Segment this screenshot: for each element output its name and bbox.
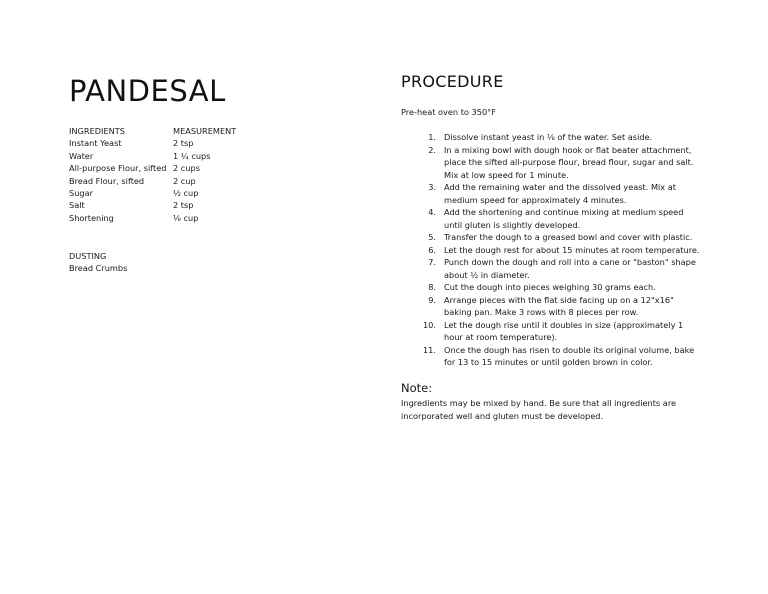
procedure-step: [401, 244, 701, 257]
ingredients-header-name: INGREDIENTS: [69, 126, 125, 136]
step-text: In a mixing bowl with dough hook or flat beater attachment, place the sifted all-purpose flour, bread flour, sugar and salt. Mix at low speed for 1 minute.: [444, 144, 694, 180]
ingredient-row: [69, 137, 259, 149]
note-text: Ingredients may be mixed by hand. Be sure that all ingredients are incorporated well and gluten must be developed.: [401, 398, 677, 421]
step-number: 10.: [422, 319, 436, 330]
ingredient-row: [69, 212, 259, 224]
step-text: Transfer the dough to a greased bowl and cover with plastic.: [444, 232, 693, 242]
ingredient-name: Water: [69, 150, 94, 161]
ingredient-row: [69, 187, 259, 199]
ingredient-row: [69, 162, 259, 174]
step-number: 4.: [428, 207, 436, 217]
step-number: 7.: [428, 257, 436, 267]
procedure-steps: [401, 131, 701, 369]
ingredient-name: Bread Flour, sifted: [69, 175, 145, 186]
step-number: 6.: [428, 244, 436, 255]
dusting-item: Bread Crumbs: [69, 263, 128, 274]
step-text: Cut the dough into pieces weighing 30 grams each.: [444, 282, 656, 292]
ingredient-qty: ½ cup: [173, 188, 199, 199]
step-number: 9.: [428, 294, 436, 305]
ingredients-header-qty: MEASUREMENT: [173, 126, 237, 136]
procedure-step: [401, 144, 701, 182]
procedure-step: [401, 319, 701, 344]
ingredient-name: Salt: [69, 200, 85, 211]
ingredient-qty: 2 cups: [173, 163, 200, 174]
ingredient-qty: 2 tsp: [173, 138, 194, 149]
page-title: PANDESAL: [69, 74, 226, 108]
ingredient-qty: 2 cup: [173, 175, 196, 186]
procedure-step: [401, 294, 701, 319]
procedure-step: [401, 181, 701, 206]
step-number: 2.: [428, 144, 436, 155]
preheat-text: Pre-heat oven to 350°F: [401, 107, 496, 117]
ingredient-row: [69, 150, 259, 162]
step-number: 8.: [428, 282, 436, 292]
step-text: Let the dough rest for about 15 minutes at room temperature.: [444, 244, 700, 255]
ingredient-qty: 1 ¼ cups: [173, 150, 211, 161]
step-number: 11.: [422, 344, 436, 355]
ingredient-qty: 2 tsp: [173, 200, 194, 211]
procedure-step: [401, 231, 701, 244]
ingredient-qty: ⅛ cup: [173, 212, 199, 223]
ingredients-table: [69, 125, 259, 224]
step-text: Add the shortening and continue mixing at medium speed until gluten is slightly developed.: [444, 207, 684, 230]
step-text: Dissolve instant yeast in ⅛ of the water. Set aside.: [444, 132, 653, 142]
ingredient-name: Shortening: [69, 212, 114, 223]
step-text: Arrange pieces with the flat side facing up on a 12"x16" baking pan. Make 3 rows with 8 pieces per row.: [444, 294, 674, 317]
dusting-section: [69, 250, 127, 275]
dusting-heading: DUSTING: [69, 251, 107, 261]
procedure-step: [401, 344, 701, 369]
note-heading: Note:: [401, 381, 433, 395]
step-text: Punch down the dough and roll into a cane or "baston" shape about ½ in diameter.: [444, 257, 696, 280]
step-text: Let the dough rise until it doubles in size (approximately 1 hour at room temperature).: [444, 319, 684, 342]
step-text: Once the dough has risen to double its original volume, bake for 13 to 15 minutes or until golden brown in color.: [444, 344, 695, 367]
ingredient-name: Instant Yeast: [69, 138, 122, 149]
ingredient-name: All-purpose Flour, sifted: [69, 163, 167, 174]
procedure-heading: PROCEDURE: [401, 72, 504, 91]
step-number: 5.: [428, 232, 436, 242]
step-text: Add the remaining water and the dissolved yeast. Mix at medium speed for approximately 4 minutes.: [444, 182, 676, 205]
step-number: 3.: [428, 182, 436, 192]
ingredient-row: [69, 175, 259, 187]
ingredient-row: [69, 199, 259, 211]
procedure-step: [401, 256, 701, 281]
procedure-step: [401, 131, 701, 144]
procedure-step: [401, 206, 701, 231]
step-number: 1.: [428, 132, 436, 142]
ingredients-header: [69, 125, 259, 137]
ingredient-name: Sugar: [69, 188, 93, 199]
procedure-step: [401, 281, 701, 294]
